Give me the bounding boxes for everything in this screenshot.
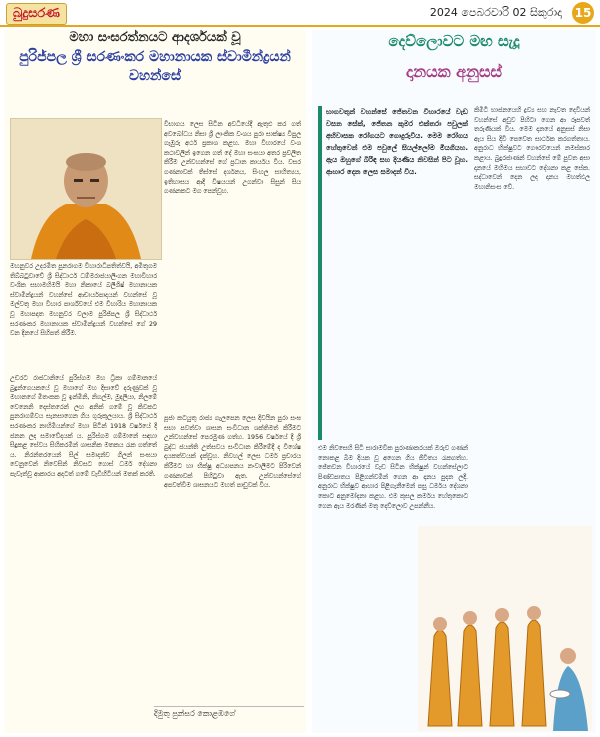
right-column-2: කිමිටි භාජනයෙහි ද්‍රව්‍ය සහ නැවත දෙවියන් වහන්සේ අඩුව පිහිටා ගෙන ආ රූපවත් තරුණියක් විය. මෙම දානයේ අනුසස් නිසා ඇය සිය දිවි පෙවෙත සාර්ථක කරගත්තාය. අනුරාධ භික්ෂුවට ගෞරවයෙන් නමස්කාර කළාය. බුදුරජාණන් වහන්සේ මේ පුවත අසා දානයේ මහිමය සභාවට දේශනා කළ සේක. සද්ධාවෙන් දෙන ලද දානය මහත්ඵල මහානිසංස වේ. — [474, 107, 590, 191]
left-intro-text: මහනුවර උදරමිත පුනරාගම විහාරාධිපතිත්වයි, අමිතුගම තිබ්බටුවාවේ ශ්‍රී සිද්ධාර්ථ ධම්මරාජයාලිංගන මහාවිහාර වංශික සභාමහිමයි මහා නිකායේ බලීශිෂ් මහානායක ස්වාමීන්ද්‍රයන් වහන්සේ ආචාර්යපාදයන් වහන්සේ වූ මල්වතු මහා විහාර පාර්ශ්වයේ එම විහාරිය මහානායක වූ මහාපදාත මහනුවර වලාම පුරිජ්පල ශ්‍රී සිද්ධාර්ථ සරණංකර මහානායක ස්වාමීන්ද්‍රයන් වහන්සේ ගේ 29 වන දිනයේ සිහිපත් කිරීම. — [10, 263, 157, 338]
left-kicker: මහා සංඝරත්නයට ආදර්ශයක් වූ — [69, 30, 241, 45]
right-lead-paragraph — [318, 106, 468, 440]
masthead — [0, 0, 600, 26]
left-column-2: විභාගය ලෙස සිටින අවධියේදී ඇතුළු කර ගත් අවබෝධය නිසා ශ්‍රී ලාංකික වංශය පුරා සාක්ෂ්‍ය විපුල ගැඹුරු අර්ථ ප්‍රකාශ කළහ. මහා විහාරයේ වංශ කථාවලින් ඉගෙන ගත් දේ මහා සංඝයා අතර ප්‍රචලිත කිරීම උන්වහන්සේ ගේ ප්‍රධාන කාර්යය විය. වසර ගණනාවක් තිස්සේ දර්ශනය, සිංහල සාහිත්‍යය, ඉතිහාසය ආදී විෂයයන් උගන්වා සිසුන් සිය ගණනකට මග පෙන්වූහ. — [164, 121, 301, 196]
byline: දිමුතු පුන්සර කොළඹගේ — [154, 706, 304, 723]
almsgiving-illustration-icon — [418, 526, 592, 731]
newspaper-logo: බුදුසරණ — [6, 3, 67, 25]
right-column-1: එම නිවසෙහි සිටි සාරාමවික පුරාණාකරයක් ඔරුව ගණන් නොකළ බිම දියක වූ අගෙන ගිය ජීවිතය රැකගත්හ. ජේතවන විහාරයේ වැඩ සිටින භික්ෂුන් වහන්සේලාට පිණ්ඩපාතය පිළිගන්වමින් ගෙන ආ දානය පුදන ලදී. අනුරාධ භික්ෂුව ආහාර පිළිගැනීමෙන් පසු ධර්මය දේශනා කොට අනුමෝදනා කළහ. එම කුසල කර්මය හේතුකොට ගෙන ඇය මරණින් මතු දෙව්ලොව උපන්නීය. — [318, 445, 468, 510]
left-column-3: පූජා කටයුතු රාජ්‍ය ගැලපෙන ලෙස දිවයින පුරා සංඝ සභා පවත්වා ශාසන සංවිධාන ශක්තිමත් කිරීමට උන්වහන්සේ පෙරමුණ ගත්හ. 1956 වර්ෂයේ දී ශ්‍රී බුද්ධ ජයන්ති උත්සවය සංවිධාන කිරීමේදී ද විශේෂ දායකත්වයක් දැක්වූහ. නිවහල් ලෙස ධර්ම ප්‍රචාරය කිරීමට හා භික්ෂු අධ්‍යාපනය නංවාලීමට පිරිවෙන් ගණනාවක් පිහිටුවා ඇත. උන්වහන්සේගේ අපවත්වීම ශාසනයට මහත් පාඩුවක් විය. — [164, 415, 301, 490]
issue-date: 2024 පෙබරවාරි 02 සිකුරාදා — [429, 6, 562, 19]
left-article — [4, 30, 306, 733]
lead-text: භාගවතුන් වහන්සේ ජේතවන විහාරයේ වැඩ වසන සේක්, ජේතන කුමර එක්තරා පවුලක් අභිවාසක රෝගයට ගොදුරුවිය. මෙම රෝගය හේතුවෙන් එම පවුලේ සියල්ලෝම මියගියහ. ඇය ඔහුගේ බිරිඳ සහ දියණිය නිවසින් පිට වූහ. ආහාර දෙන ලෙස සමාදන් විය. — [326, 108, 468, 176]
left-headline: පුරිජ්පල ශ්‍රී සරණංකර මහානායක ස්වාමීන්ද්‍රයන් වහන්සේ — [19, 49, 291, 84]
masthead-rule — [0, 25, 600, 27]
left-column-1: උඩරට රාජධානියේ පුරිස්ගම මහ ධ්‍රිකා ගම්මානයේ බුදුන්ගෙයකයේ වූ මහාගේ මහ දිසාවේ දරුණුවක් වූ මහානගේ මීතංකක වූ ඉන්මිනි, නිගල්ම, මුදලියා, නිලමේ වෙනෙනි දොස්තරෙන් ලහ අනික් ගමේ වූ කිවකට පුනරාගම්වය සැනසාගෙන ගිය ගුරුකුලයාය. ශ්‍රී සිද්ධාර්ථ සරණංකර නාහිමියන්ගේ මහා පිටින් 1918 වර්ෂයේ දී ජනන ලද සමාවේදයක් ය. පුරිස්ගම ගම්මානේ සඳහා සිදුකළ සේවය සිහිකරමින් ශාසනික මතකය රැක ගත්තේ ය. නිරන්තරයෙන් සිල් සමාදන්ව ගිලන් සංඝයා වෙනුවෙන් නිවෙසින් නිවසට ගොස් ධර්ම දේශනා පැවැත්වූ ආකාරය අදටත් ගමේ වැඩිහිටියන් මතක් කරති. — [10, 375, 157, 478]
right-kicker: දෙව්ලොවට මඟ සැදූ — [388, 32, 520, 50]
right-article — [312, 30, 596, 733]
page-number: 15 — [572, 2, 594, 24]
monk-portrait-icon — [10, 118, 162, 260]
right-headline: දානයක අනුසස් — [405, 62, 503, 81]
